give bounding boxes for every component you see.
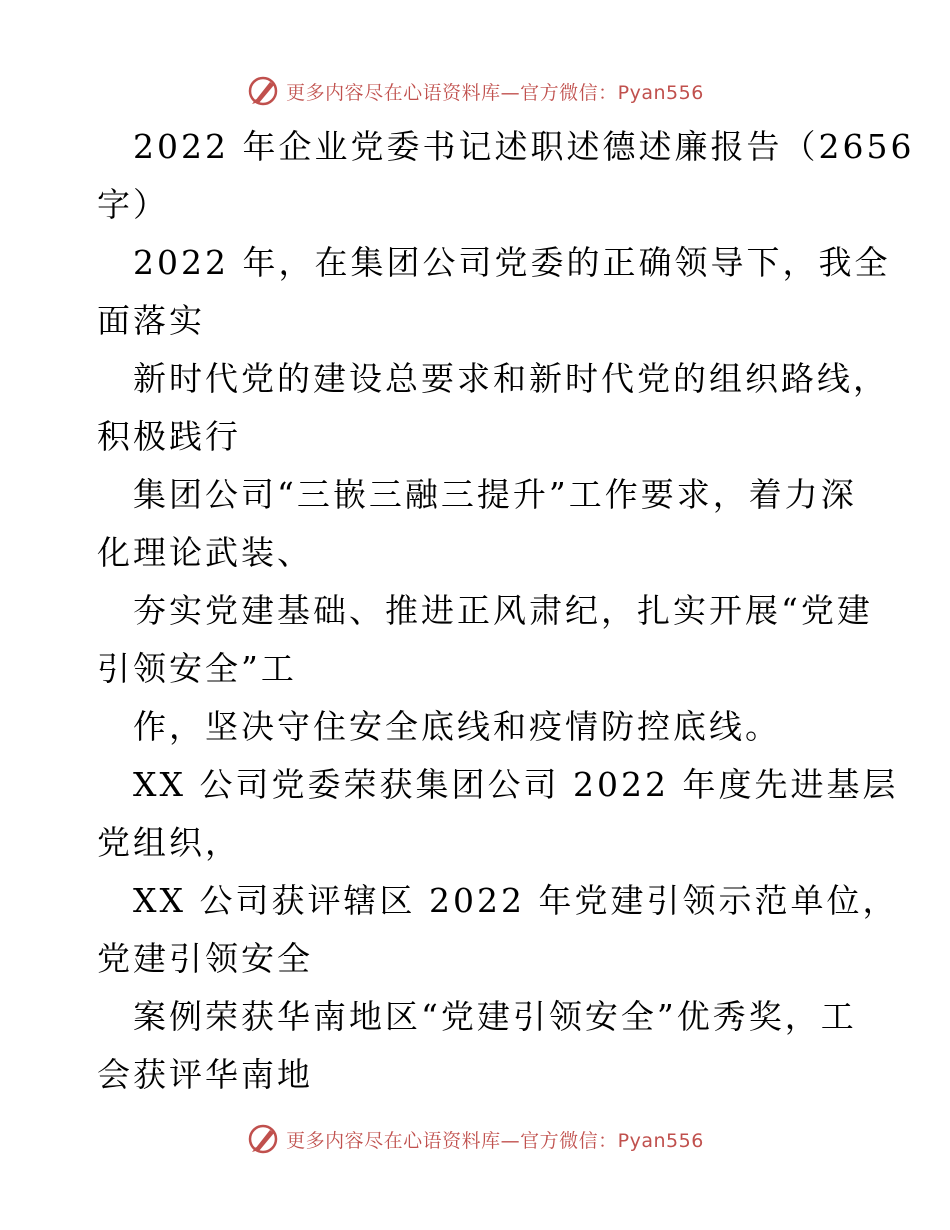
paragraph-line: 案例荣获华南地区“党建引领安全”优秀奖，工	[133, 997, 857, 1036]
paragraph-line: 积极践行	[97, 417, 241, 456]
paragraph-line: 会获评华南地	[97, 1055, 313, 1094]
paragraph-line: 集团公司“三嵌三融三提升”工作要求，着力深	[133, 475, 857, 514]
paragraph-line: 党组织，	[97, 823, 241, 862]
paragraph-line: XX 公司获评辖区 2022 年党建引领示范单位，	[133, 881, 899, 920]
paragraph-line: 夯实党建基础、推进正风肃纪，扎实开展“党建	[133, 591, 873, 630]
paragraph-line: 作，坚决守住安全底线和疫情防控底线。	[133, 707, 781, 746]
fountain-pen-logo-icon	[246, 1122, 280, 1156]
paragraph-line: 面落实	[97, 301, 205, 340]
document-body	[97, 118, 915, 1104]
paragraph-line: 引领安全”工	[97, 649, 297, 688]
paragraph-line: XX 公司党委荣获集团公司 2022 年度先进基层	[133, 765, 899, 804]
document-title: 2022 年企业党委书记述职述德述廉报告（2656	[133, 127, 915, 166]
header-banner	[0, 71, 950, 111]
footer-banner-text: 更多内容尽在心语资料库—官方微信：Pyan556	[286, 1129, 704, 1152]
paragraph-line: 化理论武装、	[97, 533, 313, 572]
paragraph-line: 2022 年，在集团公司党委的正确领导下，我全	[133, 243, 891, 282]
paragraph-line: 党建引领安全	[97, 939, 313, 978]
document-title-continued: 字）	[97, 185, 169, 224]
footer-banner	[0, 1119, 950, 1159]
paragraph-line: 新时代党的建设总要求和新时代党的组织路线，	[133, 359, 889, 398]
fountain-pen-logo-icon	[246, 74, 280, 108]
header-banner-text: 更多内容尽在心语资料库—官方微信：Pyan556	[286, 81, 704, 104]
